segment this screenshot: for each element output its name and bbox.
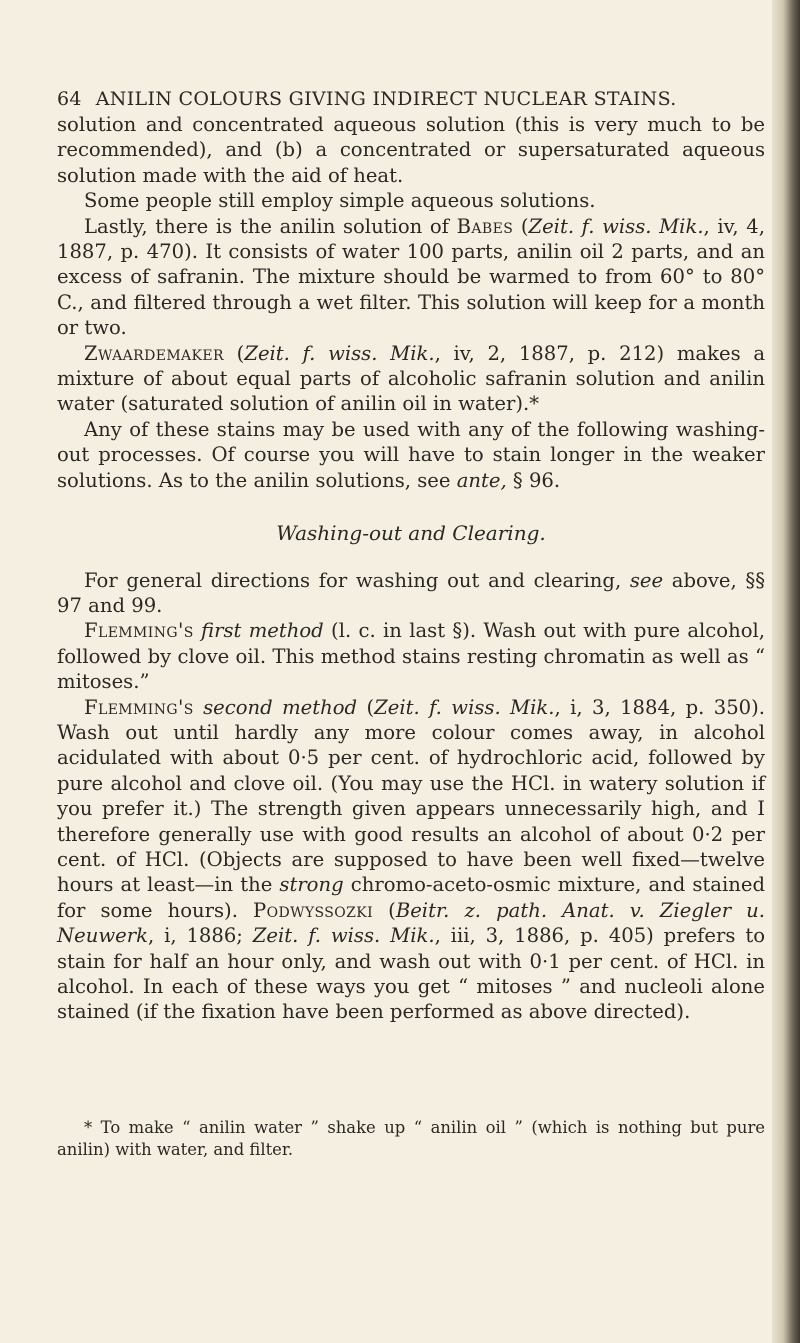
citation-journal: Zeit. f. wiss. Mik. — [244, 341, 435, 365]
text-run: , iii, 3, 1886, p. 405) prefers to stain for half an hour only, and wash out with 0·1 per cent. of HCl. in alcohol. In each of these ways you get “ mitoses ” and nucleoli alone stained (if the fixation have been performed as above directed). — [57, 924, 765, 1024]
footnote-text: * To make “ anilin water ” shake up “ anilin oil ” (which is nothing but pure anilin) with water, and filter. — [57, 1118, 765, 1159]
paragraph-washing-processes — [57, 417, 765, 493]
text-run: Lastly, there is the anilin solution of — [84, 214, 457, 238]
citation-journal: Zeit. f. wiss. Mik. — [252, 924, 435, 948]
section-heading: Washing-out and Clearing. — [276, 521, 546, 546]
citation-journal: Beitr. z. path. Anat. v. Ziegler u. Neuwerk — [57, 898, 765, 948]
text-run: ( — [357, 695, 375, 719]
paragraph-flemming-second — [57, 695, 765, 1025]
text-run — [194, 696, 203, 719]
author-flemming: Flemming's — [84, 695, 194, 719]
text-run: above, §§ 97 and 99. — [57, 568, 765, 617]
paragraph-general-directions — [57, 568, 765, 619]
text-run: , i, 1886; — [147, 924, 253, 948]
author-flemming: Flemming's — [84, 619, 194, 643]
cross-reference: see — [629, 568, 664, 592]
method-name: second method — [203, 695, 358, 719]
paragraph-flemming-first — [57, 618, 765, 694]
paragraph-continuation: solution and concentrated aqueous solution (this is very much to be recommended), and (b) a concentrated or supersaturated aqueous solution made with the aid of heat. — [57, 113, 765, 187]
paragraph-simple-aqueous: Some people still employ simple aqueous solutions. — [84, 189, 596, 213]
text-run: For general directions for washing out and clearing, — [84, 568, 630, 592]
text-run: ( — [373, 898, 396, 922]
paragraph-zwaardemaker — [57, 341, 765, 417]
footnote — [57, 1117, 765, 1161]
emphasis: strong — [279, 873, 344, 897]
page-edge-shadow — [772, 0, 800, 1343]
citation-journal: Zeit. f. wiss. Mik. — [374, 695, 555, 719]
text-run: , i, 3, 1884, p. 350). Wash out until hardly any more colour comes away, in alcohol acidulated with about 0·5 per cent. of hydrochloric acid, followed by pure alcohol and clove oil. (You may use the HCl. in watery solution if you prefer it.) The strength given appears unnecessarily high, and I therefore generally use with good results an alcohol of about 0·2 per cent. of HCl. (Objects are supposed to have been well fixed—twelve hours at least—in the — [57, 695, 765, 897]
citation-journal: Zeit. f. wiss. Mik. — [528, 214, 704, 238]
main-text — [57, 112, 765, 1025]
running-header — [57, 88, 757, 110]
author-babes: Babes — [456, 214, 514, 238]
text-run: , iv, 4, 1887, p. 470). It consists of water 100 parts, anilin oil 2 parts, and an excess of safranin. The mixture should be warmed to from 60° to 80° C., and filtered through a wet filter. This solution will keep for a month or two. — [57, 214, 765, 340]
cross-reference: ante, — [456, 468, 507, 492]
text-run: Any of these stains may be used with any of the following washing-out processes. Of course you will have to stain longer in the weaker solutions. As to the anilin solutions, see — [57, 417, 765, 492]
text-run: § 96. — [506, 468, 561, 492]
paragraph-babes-solution — [57, 214, 765, 341]
text-run: chromo-aceto-osmic mixture, and stained for some hours). — [57, 873, 766, 922]
author-zwaardemaker: Zwaardemaker — [84, 341, 224, 365]
running-title: ANILIN COLOURS GIVING INDIRECT NUCLEAR STAINS. — [95, 88, 677, 110]
text-run: , iv, 2, 1887, p. 212) makes a mixture of about equal parts of alcoholic safranin solution and anilin water (saturated solution of anilin oil in water).* — [57, 341, 765, 416]
text-run — [194, 619, 201, 642]
author-podwyssozki: Podwyssozki — [253, 898, 374, 922]
method-name: first method — [201, 619, 324, 643]
text-run: (l. c. in last §). Wash out with pure alcohol, followed by clove oil. This method stains resting chromatin as well as “ mitoses.” — [57, 619, 765, 694]
text-run: ( — [513, 214, 529, 238]
text-run: ( — [223, 341, 245, 365]
page-number: 64 — [57, 88, 82, 110]
